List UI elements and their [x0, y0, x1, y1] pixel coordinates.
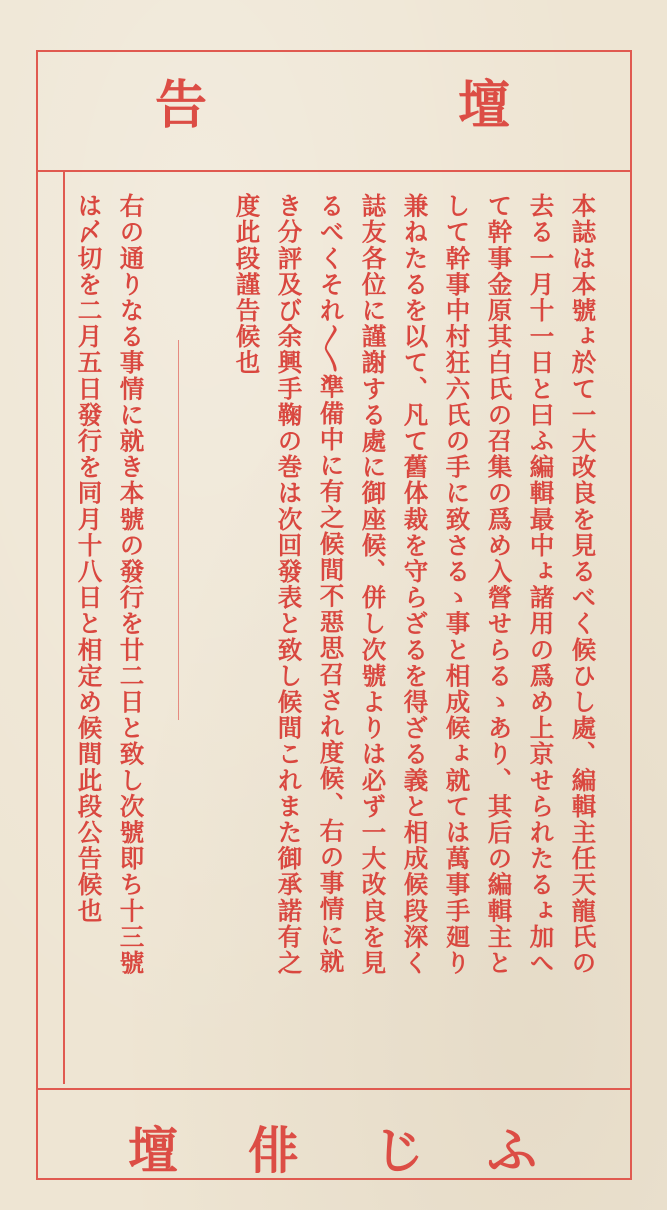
- footer-char-fu: ふ: [487, 1121, 537, 1180]
- title-char-dan: 壇: [458, 75, 511, 136]
- schedule-column: 右の通りなる事情に就き本號の發行を廿二日と致し次號即ち十三號: [116, 193, 146, 976]
- notice-column: 度此段謹告候也: [232, 193, 262, 376]
- notice-column: 本誌は本號ょ於て一大改良を見るべく候ひし處、編輯主任天龍氏の: [568, 193, 598, 976]
- section-divider: [178, 340, 179, 720]
- notice-column: き分評及び余興手鞠の巻は次回發表と致し候間これまた御承諾有之: [274, 193, 304, 976]
- notice-column: 兼ねたるを以て、凡て舊体裁を守らざるを得ざる義と相成候段深く: [400, 193, 430, 976]
- notice-column: るべくそれ〳〵準備中に有之候間不惡思召され度候、右の事情に就: [316, 193, 346, 975]
- footer-char-hai: 俳: [248, 1121, 298, 1180]
- notice-column: 誌友各位に謹謝する處に御座候、併し次號よりは必ず一大改良を見: [358, 193, 388, 976]
- inner-left-rule: [63, 170, 65, 1084]
- notice-column: て幹事金原其白氏の召集の爲め入營せらるゝあり、其后の編輯主と: [484, 193, 514, 976]
- schedule-column: は〆切を二月五日發行を同月十八日と相定め候間此段公告候也: [74, 193, 104, 924]
- header-rule: [38, 170, 630, 172]
- title-char-koku: 告: [155, 75, 208, 136]
- footer-char-ji: じ: [374, 1121, 424, 1180]
- notice-column: 去る一月十一日と曰ふ編輯最中ょ諸用の爲め上京せられたるょ加へ: [526, 193, 556, 976]
- footer-char-dan: 壇: [128, 1121, 178, 1180]
- notice-column: して幹事中村狂六氏の手に致さるゝ事と相成候ょ就ては萬事手廻り: [442, 193, 472, 976]
- footer-rule: [38, 1088, 630, 1090]
